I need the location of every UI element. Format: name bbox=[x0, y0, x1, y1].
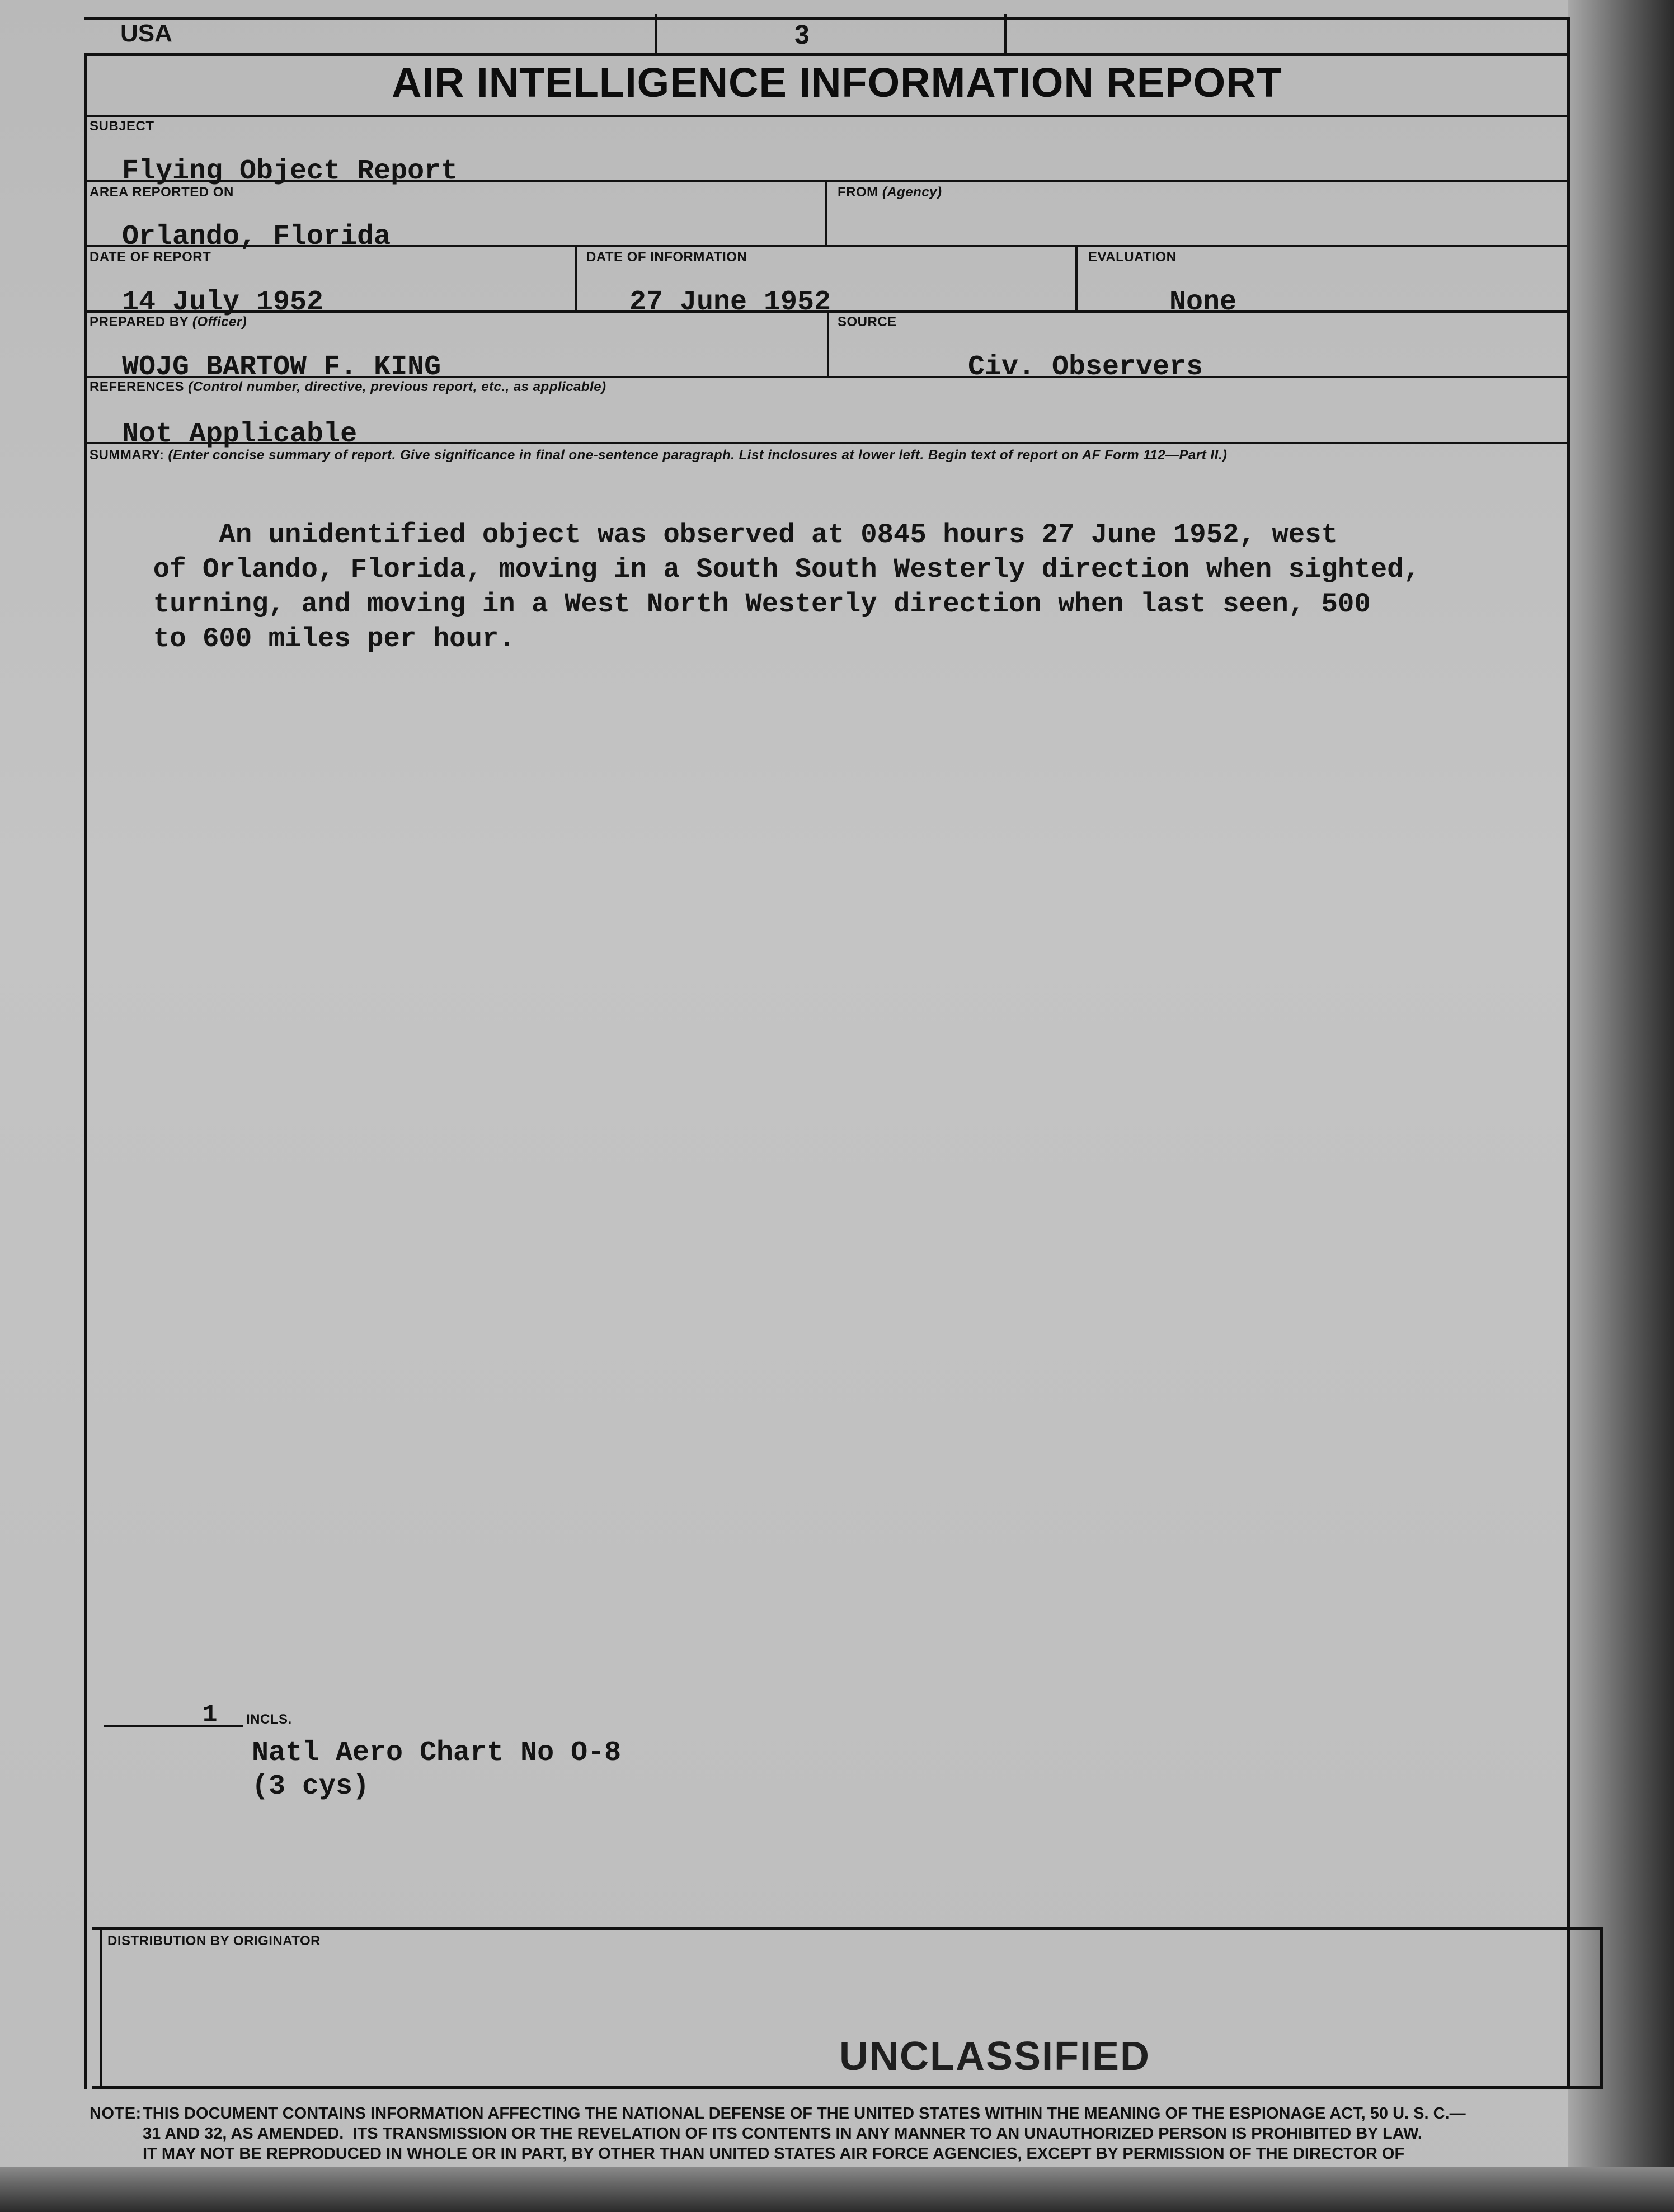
inclosures-rule bbox=[104, 1725, 243, 1727]
classification-stamp: UNCLASSIFIED bbox=[839, 2034, 1151, 2079]
references-value: Not Applicable bbox=[122, 418, 358, 450]
distribution-label: DISTRIBUTION BY ORIGINATOR bbox=[107, 1933, 321, 1949]
distribution-right-border bbox=[1600, 1927, 1603, 2089]
inclosures-label: INCLS. bbox=[246, 1712, 292, 1727]
source-label: SOURCE bbox=[838, 314, 897, 330]
form-right-border bbox=[1567, 17, 1570, 2089]
divider-source bbox=[827, 310, 829, 378]
source-value: Civ. Observers bbox=[968, 351, 1203, 383]
date-of-information-label: DATE OF INFORMATION bbox=[586, 250, 747, 265]
references-label: REFERENCES (Control number, directive, previous report, etc., as applicable) bbox=[90, 379, 606, 394]
summary-text: An unidentified object was observed at 0845 hours 27 June 1952, west of Orlando, Florida, moving in a South South Westerly direction when sighted, turning, and moving in a West North Westerly direction when last seen, 500 to 600 miles per hour. bbox=[153, 519, 1420, 655]
form-top-border bbox=[84, 53, 1569, 56]
form-bottom-border bbox=[92, 2086, 1603, 2089]
from-label: FROM (Agency) bbox=[838, 185, 942, 200]
page-number: 3 bbox=[794, 20, 810, 50]
evaluation-value: None bbox=[1169, 286, 1237, 318]
divider-from bbox=[825, 180, 827, 247]
subject-value: Flying Object Report bbox=[122, 156, 458, 187]
date-of-information-value: 27 June 1952 bbox=[629, 286, 831, 318]
divider-date-info bbox=[575, 245, 577, 312]
note-label: NOTE: bbox=[90, 2105, 142, 2122]
prepared-by-label: PREPARED BY (Officer) bbox=[90, 314, 247, 330]
prepared-by-value: WOJG BARTOW F. KING bbox=[122, 351, 441, 383]
summary-label: SUMMARY: (Enter concise summary of report. Give significance in final one-sentence paragraph. List inclosures at lower left. Begin text of report on AF Form 112—Part II.) bbox=[90, 448, 1228, 463]
report-title: AIR INTELLIGENCE INFORMATION REPORT bbox=[392, 59, 1282, 106]
page-bottom-shadow bbox=[0, 2167, 1674, 2212]
inclosures-count: 1 bbox=[203, 1701, 218, 1729]
divider-evaluation bbox=[1075, 245, 1078, 312]
area-label: AREA REPORTED ON bbox=[90, 185, 234, 200]
distribution-left-border bbox=[100, 1927, 102, 2089]
espionage-notice: THIS DOCUMENT CONTAINS INFORMATION AFFECTING THE NATIONAL DEFENSE OF THE UNITED STATES WITHIN THE MEANING OF THE ESPIONAGE ACT, 50 U. S. C.— 31 AND 32, AS AMENDED. ITS TRANSMISSION OR THE REVELATION OF ITS CONTENTS IN ANY MANNER TO AN UNAUTHORIZED PERSON IS PROHIBITED BY LAW. IT MAY NOT BE REPRODUCED IN WHOLE OR IN PART, BY OTHER THAN UNITED STATES AIR FORCE AGENCIES, EXCEPT BY PERMISSION OF THE DIRECTOR OF bbox=[143, 2105, 1466, 2163]
rule-distribution bbox=[92, 1927, 1603, 1930]
header-divider-2 bbox=[1004, 14, 1007, 53]
page-edge-shadow bbox=[1568, 0, 1674, 2212]
inclosure-copies: (3 cys) bbox=[252, 1771, 370, 1802]
country-marking: USA bbox=[120, 20, 172, 47]
top-rule bbox=[84, 17, 1569, 20]
inclosure-item: Natl Aero Chart No O-8 bbox=[252, 1737, 622, 1769]
header-divider-1 bbox=[655, 14, 657, 53]
date-of-report-value: 14 July 1952 bbox=[122, 286, 324, 318]
date-of-report-label: DATE OF REPORT bbox=[90, 250, 211, 265]
rule-subject bbox=[84, 115, 1569, 117]
evaluation-label: EVALUATION bbox=[1088, 250, 1177, 265]
area-value: Orlando, Florida bbox=[122, 221, 391, 253]
subject-label: SUBJECT bbox=[90, 119, 154, 134]
form-left-border bbox=[84, 53, 87, 2089]
